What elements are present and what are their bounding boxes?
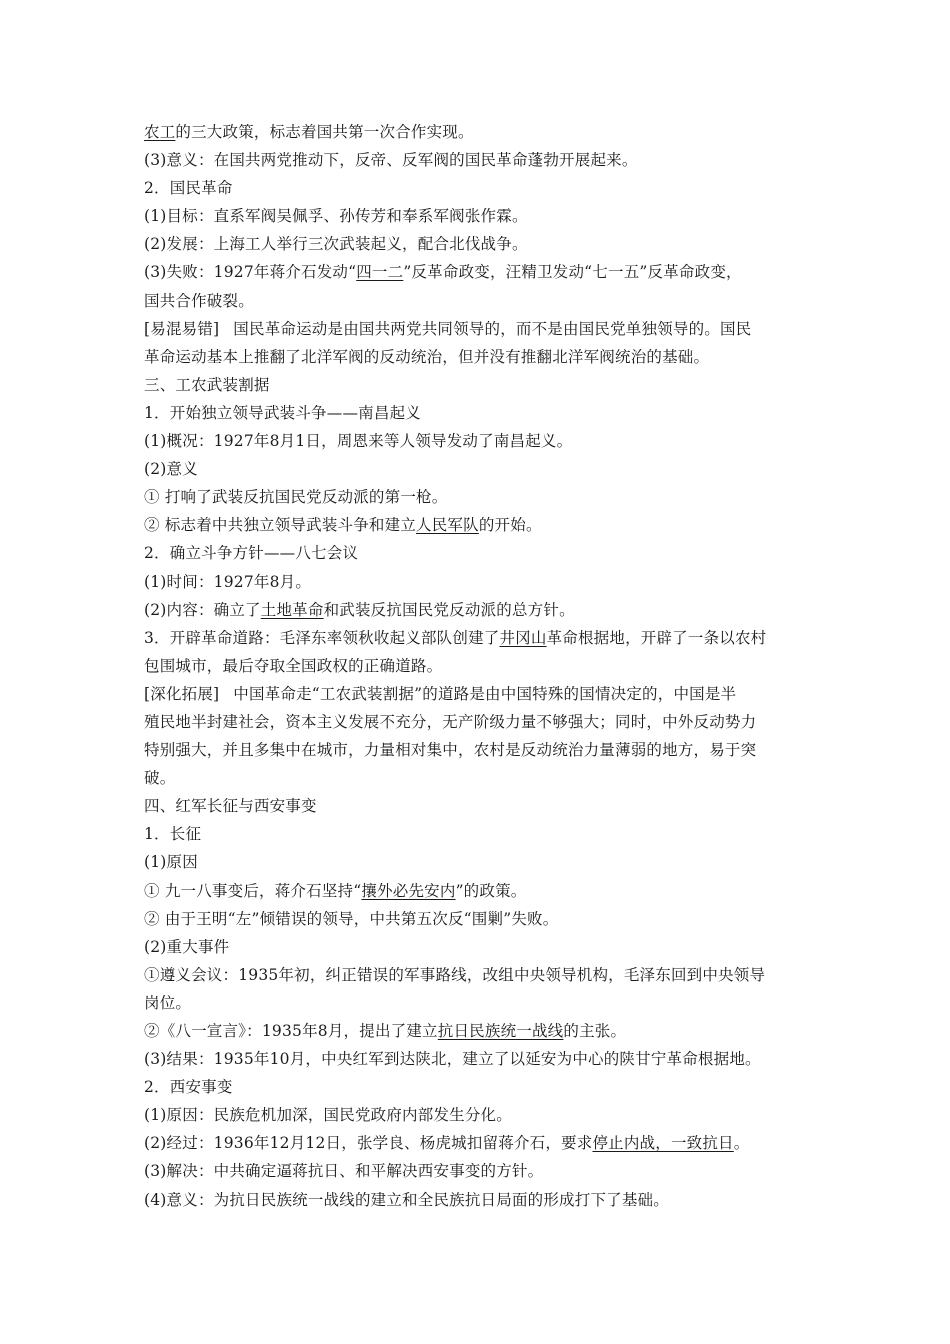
text-line: (2)经过：1936年12月12日，张学良、杨虎城扣留蒋介石，要求停止内战，一致抗日。 (144, 1134, 750, 1153)
subheading: 1．长征 (144, 825, 202, 844)
key-term: 井冈山 (499, 628, 547, 647)
text-line: (3)解决：中共确定逼蒋抗日、和平解决西安事变的方针。 (144, 1162, 544, 1181)
subheading: 2．确立斗争方针——八七会议 (144, 544, 359, 563)
subheading: 2．国民革命 (144, 179, 233, 198)
key-term: 土地革命 (260, 600, 324, 619)
text-line: ②《八一宣言》：1935年8月，提出了建立抗日民族统一战线的主张。 (144, 1022, 627, 1040)
text-line: (3)结果：1935年10月，中央红军到达陕北，建立了以延安为中心的陕甘宁革命根据地。 (144, 1050, 761, 1069)
note-line: [易混易错] 国民革命运动是由国共两党共同领导的，而不是由国民党单独领导的。国民 (144, 319, 752, 338)
text-line: 殖民地半封建社会，资本主义发展不充分，无产阶级力量不够强大；同时，中外反动势力 (144, 712, 757, 731)
text-line: (1)概况：1927年8月1日，周恩来等人领导发动了南昌起义。 (144, 432, 573, 451)
text-line: 岗位。 (144, 993, 192, 1012)
text-line: 破。 (144, 769, 176, 788)
text-line: ① 九一八事变后，蒋介石坚持“攘外必先安内”的政策。 (144, 881, 527, 900)
text-line: 包围城市，最后夺取全国政权的正确道路。 (144, 656, 443, 675)
text-line: (1)原因 (144, 853, 198, 872)
text-line: (4)意义：为抗日民族统一战线的建立和全民族抗日局面的形成打下了基础。 (144, 1190, 669, 1209)
text-line: 农工的三大政策，标志着国共第一次合作实现。 (144, 123, 474, 141)
text-line: (3)意义：在国共两党推动下，反帝、反军阀的国民革命蓬勃开展起来。 (144, 151, 638, 170)
key-term: 攘外必先安内 (361, 881, 456, 900)
subheading: 1．开始独立领导武装斗争——南昌起义 (144, 403, 421, 422)
section-heading: 四、红军长征与西安事变 (144, 797, 317, 816)
text-line: (1)目标：直系军阀吴佩孚、孙传芳和奉系军阀张作霖。 (144, 207, 528, 226)
text-line: (3)失败：1927年蒋介石发动“四一二”反革命政变，汪精卫发动“七一五”反革命政变， (144, 263, 742, 282)
note-tag: [深化拓展] (144, 684, 220, 703)
note-line: [深化拓展] 中国革命走“工农武装割据”的道路是由中国特殊的国情决定的，中国是半 (144, 684, 737, 703)
text-line: 革命运动基本上推翻了北洋军阀的反动统治，但并没有推翻北洋军阀统治的基础。 (144, 347, 710, 366)
key-term: 人民军队 (416, 516, 479, 535)
text-line: ② 由于王明“左”倾错误的领导，中共第五次反“围剿”失败。 (144, 909, 559, 928)
document-page (144, 118, 812, 1214)
text-line: 特别强大，并且多集中在城市，力量相对集中，农村是反动统治力量薄弱的地方，易于突 (144, 741, 757, 760)
text-line: (2)内容：确立了土地革命和武装反抗国民党反动派的总方针。 (144, 600, 575, 619)
section-heading: 三、工农武装割据 (144, 375, 270, 394)
key-term: 停止内战，一致抗日 (592, 1134, 734, 1153)
text-line: (1)时间：1927年8月。 (144, 572, 312, 591)
key-term: 四一二 (356, 263, 404, 282)
text-line: (2)意义 (144, 460, 198, 479)
text-line: ② 标志着中共独立领导武装斗争和建立人民军队的开始。 (144, 516, 542, 535)
key-term: 农工 (144, 123, 176, 141)
text-line: ① 打响了武装反抗国民党反动派的第一枪。 (144, 488, 448, 507)
text-line: (2)重大事件 (144, 937, 230, 956)
note-tag: [易混易错] (144, 319, 220, 338)
text-line: (1)原因：民族危机加深，国民党政府内部发生分化。 (144, 1106, 512, 1125)
text-line: 国共合作破裂。 (144, 291, 254, 310)
subheading: 2．西安事变 (144, 1078, 233, 1097)
text-line: ①遵义会议：1935年初，纠正错误的军事路线，改组中央领导机构，毛泽东回到中央领导 (144, 965, 766, 984)
text-line: 3．开辟革命道路：毛泽东率领秋收起义部队创建了井冈山革命根据地，开辟了一条以农村 (144, 628, 767, 647)
text-line: (2)发展：上海工人举行三次武装起义，配合北伐战争。 (144, 235, 528, 254)
key-term: 抗日民族统一战线 (437, 1022, 564, 1040)
